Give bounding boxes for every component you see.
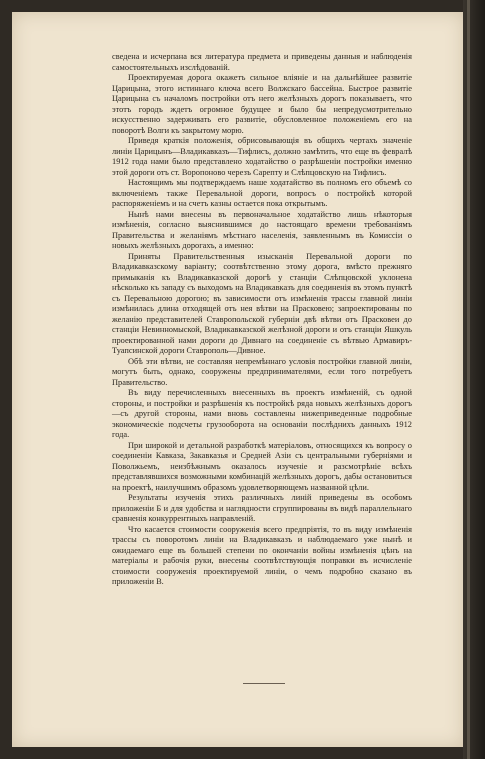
page-text xyxy=(112,52,412,588)
paragraph-branches: Обѣ эти вѣтви, не составляя непремѣннаго условія постройки главной линіи, могутъ быть, однако, сооружены предпринимателями, если того потребуетъ Правительство. xyxy=(112,356,412,387)
paragraph-tsaritsyn-development: Проектируемая дорога окажетъ сильное вліяніе и на дальнѣйшее развитіе Царицына, этого истиннаго ключа всего Волжскаго бассейна. Быстрое развитіе Царицына съ началомъ постройки отъ него желѣзныхъ дорогъ показываетъ, что этотъ городъ ждетъ огромное будущее и было бы непредусмотрительно искусственно задерживать его развитіе, обусловленное положеніемъ его на поворотѣ Волги къ закрытому морю. xyxy=(112,73,412,135)
paragraph-economic-calculations: Въ виду перечисленныхъ внесенныхъ въ проектъ измѣненій, съ одной стороны, и постройки и разрѣшенія къ постройкѣ ряда новыхъ желѣзныхъ дорогъ—съ другой стороны, нами вновь составлены нижеприведенные подробные экономическіе подсчеты грузооборота на основаніи послѣднихъ данныхъ 1912 года. xyxy=(112,388,412,439)
paragraph-continuation: сведена и исчерпана вся литература предмета и приведены данныя и наблюденія самостоятельныхъ изслѣдованій. xyxy=(112,52,412,72)
paragraph-appendix-b: Результаты изученія этихъ различныхъ линій приведены въ особомъ приложеніи Б и для удобства и наглядности сгруппированы въ видѣ параллельнаго сравненія конкуррентныхъ направленій. xyxy=(112,493,412,523)
paragraph-construction-cost: Что касается стоимости сооруженія всего предпріятія, то въ виду измѣненія трассы съ поворотомъ линіи на Владикавказъ и наблюдаемаго уже нынѣ и ожидаемаго еще въ большей степени по окончаніи войны измѣненія цѣнъ на матеріалы и рабочія руки, внесены соотвѣтствующія поправки въ исчисленіе стоимости сооруженія проектируемой линіи, о чемъ подробно сказано въ приложеніи В. xyxy=(112,524,412,586)
paragraph-materials-study: При широкой и детальной разработкѣ матеріаловъ, относящихся къ вопросу о соединеніи Кавказа, Закавказья и Средней Азіи съ центральными губерніями и Поволжьемъ, неизбѣжнымъ оказалось изученіе и разсмотрѣніе всѣхъ представлявшихся возможными комбинацій желѣзныхъ дорогъ, дабы остановиться на проектѣ, наилучшимъ образомъ удовлетворяющемъ названной цѣли. xyxy=(112,440,412,492)
section-end-rule xyxy=(243,683,285,684)
paragraph-petition-confirmation: Настоящимъ мы подтверждаемъ наше ходатайство въ полномъ его объемѣ со включеніемъ также Перевальной дороги, вопросъ о постройкѣ которой распоряженіемъ и на счетъ казны остается пока открытымъ. xyxy=(112,178,412,208)
gutter-edge xyxy=(467,0,470,759)
paragraph-changes-intro: Нынѣ нами внесены въ первоначальное ходатайство лишь нѣкоторыя измѣненія, согласно выяснившимся до настоящаго времени требованіямъ Правительства и желаніямъ мѣстнаго населенія, заявленнымъ въ Комиссіи о новыхъ желѣзныхъ дорогахъ, а именно: xyxy=(112,209,412,250)
paragraph-line-significance: Приведя краткія положенія, обрисовывающія въ общихъ чертахъ значеніе линіи Царицынъ—Владикавказъ—Тифлисъ, должно замѣтить, что еще въ февралѣ 1912 года нами было представлено ходатайство о разрѣшеніи постройки именно этой дороги отъ ст. Воропоново черезъ Сарепту и Слѣпцовскую на Тифлисъ. xyxy=(112,136,412,177)
paragraph-route-changes: Приняты Правительственныя изысканія Перевальной дороги по Владикавказскому варіанту; соотвѣтственно этому дорога, вмѣсто прежняго примыканія къ Владикавказской дорогѣ у станціи Слѣпцовской уклонена нѣсколько къ западу съ выходомъ на Владикавказъ для соединенія въ этомъ пунктѣ съ Перевальною дорогою; въ зависимости отъ измѣненія трассы главной линіи измѣнилась длина отходящей отъ нея вѣтви на Прасковею; запроектированы по желанію представителей Ставропольской губерніи двѣ вѣтви отъ Прасковеи до станціи Невинномыской, Владикавказской желѣзной дороги и отъ станціи Яшкуль проектированной нами дороги до Дивнаго на соединеніе съ вѣтвью Армавиръ-Туапсинской дороги Ставрополь—Дивное. xyxy=(112,251,412,355)
